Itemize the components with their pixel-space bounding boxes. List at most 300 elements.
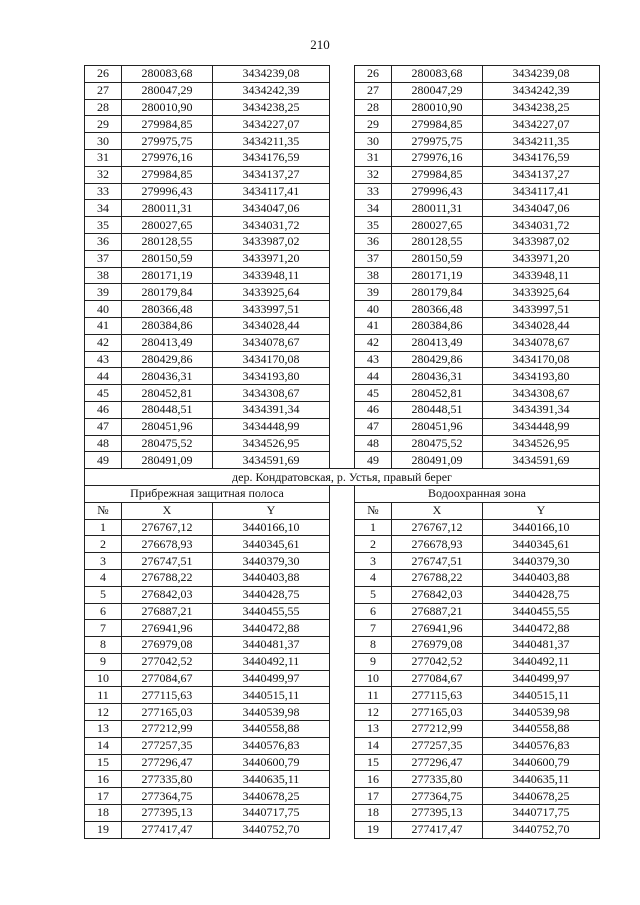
point-number-cell: 48 bbox=[85, 435, 122, 452]
y-coordinate-cell: 3433925,64 bbox=[213, 284, 330, 301]
y-coordinate-cell: 3434117,41 bbox=[483, 183, 600, 200]
x-coordinate-cell: 277417,47 bbox=[122, 821, 213, 838]
point-number-cell: 11 bbox=[355, 687, 392, 704]
x-coordinate-cell: 276979,08 bbox=[392, 637, 483, 654]
number-column-header: № bbox=[355, 502, 392, 519]
point-number-cell: 13 bbox=[355, 721, 392, 738]
x-coordinate-cell: 280128,55 bbox=[122, 233, 213, 250]
point-number-cell: 10 bbox=[85, 670, 122, 687]
x-coordinate-cell: 280475,52 bbox=[392, 435, 483, 452]
column-gap bbox=[330, 536, 355, 553]
column-gap bbox=[330, 754, 355, 771]
table-row bbox=[85, 620, 600, 637]
table-row bbox=[85, 553, 600, 570]
point-number-cell: 29 bbox=[85, 116, 122, 133]
point-number-cell: 13 bbox=[85, 721, 122, 738]
x-coordinate-cell: 280413,49 bbox=[122, 334, 213, 351]
y-coordinate-cell: 3434242,39 bbox=[483, 82, 600, 99]
table-row bbox=[85, 435, 600, 452]
point-number-cell: 42 bbox=[85, 334, 122, 351]
x-coordinate-cell: 279976,16 bbox=[122, 149, 213, 166]
y-coordinate-cell: 3434526,95 bbox=[483, 435, 600, 452]
table-row bbox=[85, 133, 600, 150]
point-number-cell: 49 bbox=[355, 452, 392, 469]
y-coordinate-cell: 3434031,72 bbox=[213, 217, 330, 234]
x-coordinate-cell: 276747,51 bbox=[122, 553, 213, 570]
point-number-cell: 16 bbox=[85, 771, 122, 788]
y-coordinate-cell: 3440472,88 bbox=[213, 620, 330, 637]
column-header-row bbox=[85, 502, 600, 519]
point-number-cell: 31 bbox=[85, 149, 122, 166]
y-coordinate-cell: 3434211,35 bbox=[483, 133, 600, 150]
y-coordinate-cell: 3434047,06 bbox=[483, 200, 600, 217]
x-coordinate-cell: 277115,63 bbox=[122, 687, 213, 704]
x-coordinate-cell: 280452,81 bbox=[122, 385, 213, 402]
column-gap bbox=[330, 317, 355, 334]
y-coordinate-cell: 3434176,59 bbox=[213, 149, 330, 166]
table-row bbox=[85, 334, 600, 351]
y-coordinate-cell: 3433997,51 bbox=[213, 301, 330, 318]
column-gap bbox=[330, 82, 355, 99]
x-coordinate-cell: 280010,90 bbox=[392, 99, 483, 116]
y-coordinate-cell: 3440379,30 bbox=[483, 553, 600, 570]
x-coordinate-cell: 277115,63 bbox=[392, 687, 483, 704]
point-number-cell: 46 bbox=[85, 401, 122, 418]
x-coordinate-cell: 280150,59 bbox=[392, 250, 483, 267]
y-coordinate-cell: 3434239,08 bbox=[483, 66, 600, 83]
x-coordinate-cell: 276788,22 bbox=[122, 569, 213, 586]
x-coordinate-cell: 279984,85 bbox=[392, 116, 483, 133]
x-coordinate-cell: 280451,96 bbox=[122, 418, 213, 435]
column-gap bbox=[330, 250, 355, 267]
y-coordinate-cell: 3434227,07 bbox=[213, 116, 330, 133]
column-gap bbox=[330, 620, 355, 637]
y-coordinate-cell: 3440345,61 bbox=[483, 536, 600, 553]
x-coordinate-cell: 277335,80 bbox=[392, 771, 483, 788]
point-number-cell: 14 bbox=[355, 737, 392, 754]
table-row bbox=[85, 805, 600, 822]
column-gap bbox=[330, 418, 355, 435]
section-titles-row bbox=[85, 485, 600, 502]
column-gap bbox=[330, 603, 355, 620]
x-coordinate-cell: 277296,47 bbox=[392, 754, 483, 771]
x-coordinate-cell: 277364,75 bbox=[392, 788, 483, 805]
y-coordinate-cell: 3440635,11 bbox=[213, 771, 330, 788]
column-gap bbox=[330, 351, 355, 368]
point-number-cell: 1 bbox=[85, 519, 122, 536]
point-number-cell: 5 bbox=[355, 586, 392, 603]
point-number-cell: 4 bbox=[355, 569, 392, 586]
point-number-cell: 35 bbox=[355, 217, 392, 234]
y-coordinate-cell: 3434308,67 bbox=[213, 385, 330, 402]
y-coordinate-cell: 3434308,67 bbox=[483, 385, 600, 402]
y-coordinate-cell: 3434193,80 bbox=[213, 368, 330, 385]
table-row bbox=[85, 267, 600, 284]
table-row bbox=[85, 519, 600, 536]
point-number-cell: 37 bbox=[355, 250, 392, 267]
point-number-cell: 1 bbox=[355, 519, 392, 536]
table-row bbox=[85, 653, 600, 670]
column-gap bbox=[330, 519, 355, 536]
point-number-cell: 6 bbox=[85, 603, 122, 620]
y-coordinate-cell: 3434193,80 bbox=[483, 368, 600, 385]
x-coordinate-cell: 280047,29 bbox=[122, 82, 213, 99]
point-number-cell: 38 bbox=[85, 267, 122, 284]
x-coordinate-cell: 277042,52 bbox=[122, 653, 213, 670]
x-coordinate-cell: 279984,85 bbox=[392, 166, 483, 183]
y-coordinate-cell: 3440481,37 bbox=[213, 637, 330, 654]
x-coordinate-cell: 276842,03 bbox=[392, 586, 483, 603]
point-number-cell: 35 bbox=[85, 217, 122, 234]
point-number-cell: 16 bbox=[355, 771, 392, 788]
point-number-cell: 40 bbox=[355, 301, 392, 318]
x-coordinate-cell: 277395,13 bbox=[392, 805, 483, 822]
location-caption: дер. Кондратовская, р. Устья, правый берег bbox=[85, 469, 600, 486]
y-coordinate-cell: 3440499,97 bbox=[213, 670, 330, 687]
column-gap bbox=[330, 385, 355, 402]
x-coordinate-cell: 280429,86 bbox=[122, 351, 213, 368]
x-coordinate-cell: 280436,31 bbox=[392, 368, 483, 385]
table-row bbox=[85, 317, 600, 334]
y-coordinate-cell: 3440345,61 bbox=[213, 536, 330, 553]
y-coordinate-cell: 3434047,06 bbox=[213, 200, 330, 217]
column-gap bbox=[330, 721, 355, 738]
y-coordinate-cell: 3434078,67 bbox=[213, 334, 330, 351]
point-number-cell: 40 bbox=[85, 301, 122, 318]
column-gap bbox=[330, 233, 355, 250]
y-coordinate-cell: 3433987,02 bbox=[213, 233, 330, 250]
x-coordinate-cell: 280366,48 bbox=[122, 301, 213, 318]
y-coordinate-cell: 3440576,83 bbox=[213, 737, 330, 754]
point-number-cell: 15 bbox=[85, 754, 122, 771]
point-number-cell: 18 bbox=[85, 805, 122, 822]
column-gap bbox=[330, 200, 355, 217]
y-coordinate-cell: 3440455,55 bbox=[213, 603, 330, 620]
coordinates-table bbox=[84, 65, 600, 839]
x-coordinate-cell: 279975,75 bbox=[392, 133, 483, 150]
point-number-cell: 18 bbox=[355, 805, 392, 822]
column-gap bbox=[330, 553, 355, 570]
y-coordinate-cell: 3440539,98 bbox=[213, 704, 330, 721]
point-number-cell: 30 bbox=[85, 133, 122, 150]
point-number-cell: 45 bbox=[85, 385, 122, 402]
x-coordinate-cell: 280448,51 bbox=[122, 401, 213, 418]
page-number: 210 bbox=[310, 37, 330, 52]
table-row bbox=[85, 66, 600, 83]
x-column-header: X bbox=[392, 502, 483, 519]
point-number-cell: 11 bbox=[85, 687, 122, 704]
column-gap bbox=[330, 284, 355, 301]
y-coordinate-cell: 3440515,11 bbox=[483, 687, 600, 704]
y-coordinate-cell: 3440576,83 bbox=[483, 737, 600, 754]
y-coordinate-cell: 3440558,88 bbox=[213, 721, 330, 738]
x-coordinate-cell: 280128,55 bbox=[392, 233, 483, 250]
column-gap bbox=[330, 401, 355, 418]
table-row bbox=[85, 401, 600, 418]
column-gap bbox=[330, 821, 355, 838]
point-number-cell: 26 bbox=[85, 66, 122, 83]
x-coordinate-cell: 279996,43 bbox=[122, 183, 213, 200]
y-coordinate-cell: 3434242,39 bbox=[213, 82, 330, 99]
y-coordinate-cell: 3440428,75 bbox=[213, 586, 330, 603]
table-row bbox=[85, 771, 600, 788]
table-row bbox=[85, 788, 600, 805]
x-coordinate-cell: 277257,35 bbox=[122, 737, 213, 754]
y-coordinate-cell: 3434137,27 bbox=[213, 166, 330, 183]
point-number-cell: 9 bbox=[355, 653, 392, 670]
y-coordinate-cell: 3440492,11 bbox=[213, 653, 330, 670]
y-coordinate-cell: 3434137,27 bbox=[483, 166, 600, 183]
y-coordinate-cell: 3440455,55 bbox=[483, 603, 600, 620]
x-coordinate-cell: 276767,12 bbox=[122, 519, 213, 536]
point-number-cell: 34 bbox=[85, 200, 122, 217]
x-coordinate-cell: 277212,99 bbox=[122, 721, 213, 738]
table-row bbox=[85, 536, 600, 553]
column-gap bbox=[330, 704, 355, 721]
table-row bbox=[85, 704, 600, 721]
y-coordinate-cell: 3434591,69 bbox=[483, 452, 600, 469]
table-row bbox=[85, 687, 600, 704]
y-column-header: Y bbox=[213, 502, 330, 519]
coordinates-table-body bbox=[85, 66, 600, 839]
column-gap bbox=[330, 653, 355, 670]
table-row bbox=[85, 737, 600, 754]
x-coordinate-cell: 276747,51 bbox=[392, 553, 483, 570]
point-number-cell: 43 bbox=[85, 351, 122, 368]
table-row bbox=[85, 670, 600, 687]
y-coordinate-cell: 3440752,70 bbox=[213, 821, 330, 838]
y-coordinate-cell: 3434078,67 bbox=[483, 334, 600, 351]
point-number-cell: 12 bbox=[85, 704, 122, 721]
y-coordinate-cell: 3433971,20 bbox=[213, 250, 330, 267]
y-coordinate-cell: 3440403,88 bbox=[483, 569, 600, 586]
x-coordinate-cell: 280448,51 bbox=[392, 401, 483, 418]
column-gap bbox=[330, 502, 355, 519]
y-coordinate-cell: 3440515,11 bbox=[213, 687, 330, 704]
y-coordinate-cell: 3434176,59 bbox=[483, 149, 600, 166]
x-coordinate-cell: 276678,93 bbox=[392, 536, 483, 553]
x-coordinate-cell: 277212,99 bbox=[392, 721, 483, 738]
point-number-cell: 17 bbox=[355, 788, 392, 805]
location-caption-row bbox=[85, 469, 600, 486]
point-number-cell: 7 bbox=[85, 620, 122, 637]
x-coordinate-cell: 277257,35 bbox=[392, 737, 483, 754]
x-column-header: X bbox=[122, 502, 213, 519]
point-number-cell: 5 bbox=[85, 586, 122, 603]
table-row bbox=[85, 99, 600, 116]
y-coordinate-cell: 3434391,34 bbox=[213, 401, 330, 418]
x-coordinate-cell: 280475,52 bbox=[122, 435, 213, 452]
point-number-cell: 36 bbox=[355, 233, 392, 250]
column-gap bbox=[330, 670, 355, 687]
x-coordinate-cell: 280413,49 bbox=[392, 334, 483, 351]
y-coordinate-cell: 3433948,11 bbox=[483, 267, 600, 284]
point-number-cell: 41 bbox=[355, 317, 392, 334]
point-number-cell: 44 bbox=[355, 368, 392, 385]
point-number-cell: 27 bbox=[85, 82, 122, 99]
x-coordinate-cell: 277084,67 bbox=[122, 670, 213, 687]
point-number-cell: 2 bbox=[85, 536, 122, 553]
y-coordinate-cell: 3440678,25 bbox=[213, 788, 330, 805]
x-coordinate-cell: 280150,59 bbox=[122, 250, 213, 267]
point-number-cell: 12 bbox=[355, 704, 392, 721]
x-coordinate-cell: 276678,93 bbox=[122, 536, 213, 553]
x-coordinate-cell: 280384,86 bbox=[392, 317, 483, 334]
x-coordinate-cell: 277395,13 bbox=[122, 805, 213, 822]
x-coordinate-cell: 276941,96 bbox=[122, 620, 213, 637]
y-coordinate-cell: 3434239,08 bbox=[213, 66, 330, 83]
point-number-cell: 19 bbox=[85, 821, 122, 838]
column-gap bbox=[330, 116, 355, 133]
point-number-cell: 48 bbox=[355, 435, 392, 452]
y-coordinate-cell: 3434211,35 bbox=[213, 133, 330, 150]
point-number-cell: 32 bbox=[85, 166, 122, 183]
column-gap bbox=[330, 771, 355, 788]
column-gap bbox=[330, 334, 355, 351]
table-row bbox=[85, 721, 600, 738]
y-coordinate-cell: 3440481,37 bbox=[483, 637, 600, 654]
x-coordinate-cell: 277417,47 bbox=[392, 821, 483, 838]
table-row bbox=[85, 452, 600, 469]
x-coordinate-cell: 280047,29 bbox=[392, 82, 483, 99]
point-number-cell: 10 bbox=[355, 670, 392, 687]
y-coordinate-cell: 3440403,88 bbox=[213, 569, 330, 586]
point-number-cell: 6 bbox=[355, 603, 392, 620]
point-number-cell: 43 bbox=[355, 351, 392, 368]
x-coordinate-cell: 276941,96 bbox=[392, 620, 483, 637]
table-row bbox=[85, 418, 600, 435]
column-gap bbox=[330, 267, 355, 284]
x-coordinate-cell: 279984,85 bbox=[122, 166, 213, 183]
table-row bbox=[85, 351, 600, 368]
table-row bbox=[85, 754, 600, 771]
x-coordinate-cell: 276979,08 bbox=[122, 637, 213, 654]
y-coordinate-cell: 3440428,75 bbox=[483, 586, 600, 603]
x-coordinate-cell: 277165,03 bbox=[392, 704, 483, 721]
x-coordinate-cell: 279976,16 bbox=[392, 149, 483, 166]
point-number-cell: 37 bbox=[85, 250, 122, 267]
column-gap bbox=[330, 737, 355, 754]
table-row bbox=[85, 368, 600, 385]
y-coordinate-cell: 3433971,20 bbox=[483, 250, 600, 267]
x-coordinate-cell: 280384,86 bbox=[122, 317, 213, 334]
y-coordinate-cell: 3440166,10 bbox=[213, 519, 330, 536]
y-coordinate-cell: 3433997,51 bbox=[483, 301, 600, 318]
point-number-cell: 4 bbox=[85, 569, 122, 586]
column-gap bbox=[330, 687, 355, 704]
point-number-cell: 49 bbox=[85, 452, 122, 469]
point-number-cell: 34 bbox=[355, 200, 392, 217]
right-table-title: Водоохранная зона bbox=[355, 485, 600, 502]
y-coordinate-cell: 3440558,88 bbox=[483, 721, 600, 738]
column-gap bbox=[330, 183, 355, 200]
x-coordinate-cell: 279984,85 bbox=[122, 116, 213, 133]
point-number-cell: 44 bbox=[85, 368, 122, 385]
table-row bbox=[85, 217, 600, 234]
y-coordinate-cell: 3440717,75 bbox=[483, 805, 600, 822]
x-coordinate-cell: 277364,75 bbox=[122, 788, 213, 805]
x-coordinate-cell: 277084,67 bbox=[392, 670, 483, 687]
x-coordinate-cell: 280010,90 bbox=[122, 99, 213, 116]
y-coordinate-cell: 3440492,11 bbox=[483, 653, 600, 670]
column-gap bbox=[330, 805, 355, 822]
y-coordinate-cell: 3434227,07 bbox=[483, 116, 600, 133]
point-number-cell: 7 bbox=[355, 620, 392, 637]
point-number-cell: 8 bbox=[85, 637, 122, 654]
point-number-cell: 45 bbox=[355, 385, 392, 402]
x-coordinate-cell: 279996,43 bbox=[392, 183, 483, 200]
column-gap bbox=[330, 301, 355, 318]
point-number-cell: 38 bbox=[355, 267, 392, 284]
y-coordinate-cell: 3440600,79 bbox=[213, 754, 330, 771]
y-coordinate-cell: 3433987,02 bbox=[483, 233, 600, 250]
point-number-cell: 33 bbox=[355, 183, 392, 200]
x-coordinate-cell: 280452,81 bbox=[392, 385, 483, 402]
table-row bbox=[85, 149, 600, 166]
y-coordinate-cell: 3434028,44 bbox=[213, 317, 330, 334]
point-number-cell: 39 bbox=[85, 284, 122, 301]
x-coordinate-cell: 276767,12 bbox=[392, 519, 483, 536]
table-row bbox=[85, 284, 600, 301]
x-coordinate-cell: 280171,19 bbox=[392, 267, 483, 284]
table-row bbox=[85, 166, 600, 183]
number-column-header: № bbox=[85, 502, 122, 519]
x-coordinate-cell: 280027,65 bbox=[392, 217, 483, 234]
column-gap bbox=[330, 569, 355, 586]
y-coordinate-cell: 3434117,41 bbox=[213, 183, 330, 200]
y-coordinate-cell: 3440752,70 bbox=[483, 821, 600, 838]
point-number-cell: 15 bbox=[355, 754, 392, 771]
point-number-cell: 3 bbox=[355, 553, 392, 570]
y-coordinate-cell: 3440539,98 bbox=[483, 704, 600, 721]
y-coordinate-cell: 3440678,25 bbox=[483, 788, 600, 805]
x-coordinate-cell: 280083,68 bbox=[122, 66, 213, 83]
x-coordinate-cell: 277042,52 bbox=[392, 653, 483, 670]
table-row bbox=[85, 301, 600, 318]
table-row bbox=[85, 82, 600, 99]
y-coordinate-cell: 3440472,88 bbox=[483, 620, 600, 637]
table-row bbox=[85, 233, 600, 250]
y-coordinate-cell: 3434170,08 bbox=[213, 351, 330, 368]
table-row bbox=[85, 637, 600, 654]
point-number-cell: 28 bbox=[355, 99, 392, 116]
column-gap bbox=[330, 99, 355, 116]
table-row bbox=[85, 183, 600, 200]
y-coordinate-cell: 3434238,25 bbox=[483, 99, 600, 116]
x-coordinate-cell: 277335,80 bbox=[122, 771, 213, 788]
y-coordinate-cell: 3433925,64 bbox=[483, 284, 600, 301]
x-coordinate-cell: 280179,84 bbox=[122, 284, 213, 301]
table-row bbox=[85, 569, 600, 586]
x-coordinate-cell: 280491,09 bbox=[392, 452, 483, 469]
y-coordinate-cell: 3434170,08 bbox=[483, 351, 600, 368]
y-coordinate-cell: 3434448,99 bbox=[483, 418, 600, 435]
x-coordinate-cell: 280179,84 bbox=[392, 284, 483, 301]
point-number-cell: 31 bbox=[355, 149, 392, 166]
point-number-cell: 46 bbox=[355, 401, 392, 418]
table-row bbox=[85, 821, 600, 838]
y-coordinate-cell: 3440166,10 bbox=[483, 519, 600, 536]
x-coordinate-cell: 276887,21 bbox=[122, 603, 213, 620]
y-coordinate-cell: 3434448,99 bbox=[213, 418, 330, 435]
y-coordinate-cell: 3440635,11 bbox=[483, 771, 600, 788]
point-number-cell: 19 bbox=[355, 821, 392, 838]
x-coordinate-cell: 280011,31 bbox=[122, 200, 213, 217]
point-number-cell: 32 bbox=[355, 166, 392, 183]
point-number-cell: 8 bbox=[355, 637, 392, 654]
x-coordinate-cell: 280011,31 bbox=[392, 200, 483, 217]
column-gap bbox=[330, 166, 355, 183]
